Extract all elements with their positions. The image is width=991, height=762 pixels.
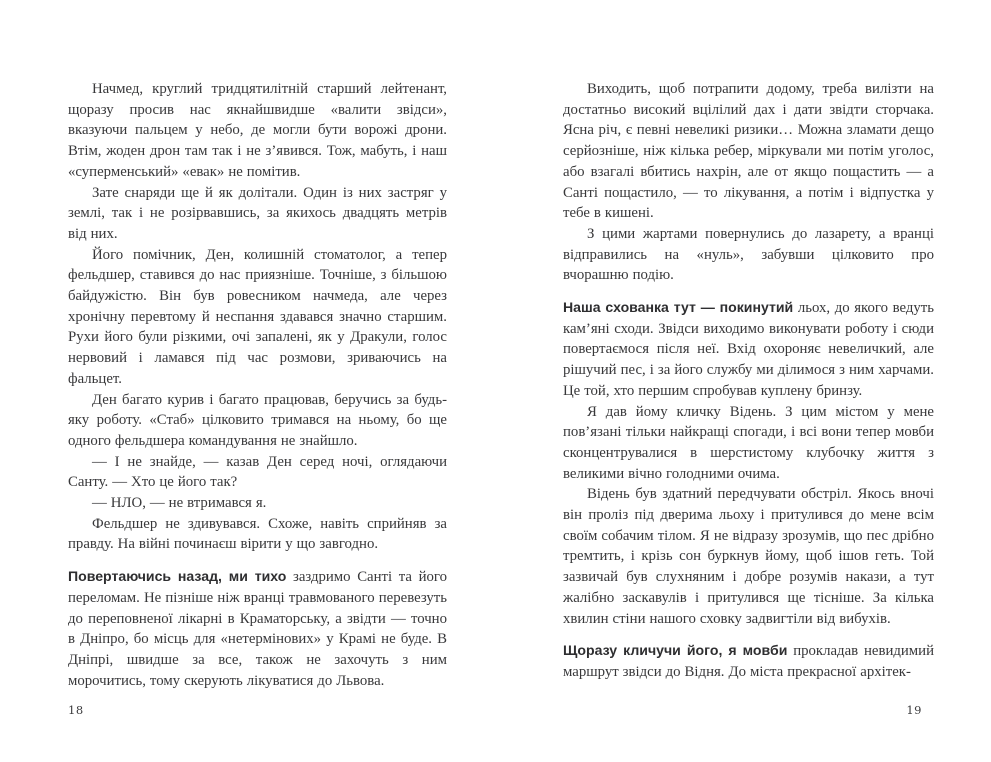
paragraph: З цими жартами повернулись до лазарету, а вранці відправились на «нуль», забувши цілковито про вчорашню подію. — [563, 225, 934, 284]
page-left — [0, 0, 495, 762]
paragraph: Ден багато курив і багато працював, беручись за будь-яку роботу. «Стаб» цілковито тримався на ньому, бо ще одного фельдшера командування не знайшло. — [68, 391, 447, 449]
paragraph: Відень був здатний передчувати обстріл. Якось вночі він проліз під дверима льоху і притулився до мене всім своїм собачим тілом. Я не відразу зрозумів, що пес дрібно тремтить, і крізь сон буркнув йому, щоб ішов геть. Той зазвичай був слухняним і добре розумів накази, а тут жалібно заскавулів і притулився ще тісніше. За кілька хвилин стіни нашого сховку задвигтіли від вибухів. — [563, 486, 934, 627]
paragraph: Наша схованка тут — покинутий льох, до якого ведуть кам’яні сходи. Звідси виходимо виконувати роботу і сюди повертаємося після неї. Вхід охороняє невеличкий, але рішучий пес, і за його службу ми ділимося з ним харчами. Це той, хто першим спробував куплену бринзу. — [563, 299, 934, 399]
page-right-text-column — [563, 79, 934, 683]
paragraph: Його помічник, Ден, колишній стоматолог, а тепер фельдшер, ставився до нас приязніше. Точніше, з більшою байдужістю. Він був ровесником начмеда, але через хронічну перевтому й неспання здавався значно старшим. Рухи його були різкими, очі запалені, як у Дракули, голос нервовий і ламався під час розмови, зриваючись на фальцет. — [68, 246, 447, 387]
paragraph: Щоразу кличучи його, я мовби прокладав невидимий маршрут звідси до Відня. До міста прекрасної архітек- — [563, 642, 935, 680]
page-left-text-column — [68, 79, 447, 691]
paragraph: Начмед, круглий тридцятилітній старший лейтенант, щоразу просив нас якнайшвидше «валити звідси», вказуючи пальцем у небо, де могли бути ворожі дрони. Втім, жоден дрон там так і не з’явився. Тож, мабуть, і наш «суперменський» «евак» не помітив. — [68, 81, 447, 180]
paragraph-lead-bold: Наша схованка тут — покинутий — [563, 299, 794, 316]
paragraph-lead-bold: Повертаючись назад, ми тихо — [68, 568, 287, 585]
paragraph: Фельдшер не здивувався. Схоже, навіть сприйняв за правду. На війні починаєш вірити у що завгодно. — [68, 515, 447, 553]
paragraph: Повертаючись назад, ми тихо заздримо Санті та його переломам. Не пізніше ніж вранці травмованого перевезуть до переповненої лікарні в Краматорську, а звідти — точно в Дніпро, бо місць для «нетермінових» у Крамі не буде. В Дніпрі, швидше за все, також не захочуть з ним морочитись, тому скерують лікуватися до Львова. — [68, 568, 447, 689]
page-right — [495, 0, 991, 762]
paragraph: Виходить, щоб потрапити додому, треба вилізти на достатньо високий вцілілий дах і дати звідти сторчака. Ясна річ, є певні невеликі ризики… Можна зламати дещо серйозніше, ніж кілька ребер, міркували ми потім уголос, або взагалі вбитись нахрін, але от якщо пощастить — а Санті пощастило, — то лікування, а потім і відпустка у тебе в кишені. — [563, 81, 934, 222]
paragraph: — НЛО, — не втримався я. — [92, 495, 267, 512]
paragraph: Зате снаряди ще й як долітали. Один із них застряг у землі, так і не розірвавшись, за якихось двадцять метрів від них. — [68, 184, 447, 242]
paragraph: Я дав йому кличку Відень. З цим містом у мене пов’язані тільки найкращі спогади, і всі вони тепер мовби сконцентрувалися в шерстистому клубочку життя з великими вічно голодними очима. — [563, 403, 934, 482]
page-number-left: 18 — [68, 703, 84, 717]
paragraph: — І не знайде, — казав Ден серед ночі, оглядаючи Санту. — Хто це його так? — [68, 453, 447, 491]
page-number-right: 19 — [906, 703, 922, 717]
paragraph-lead-bold: Щоразу кличучи його, я мовби — [563, 642, 788, 659]
